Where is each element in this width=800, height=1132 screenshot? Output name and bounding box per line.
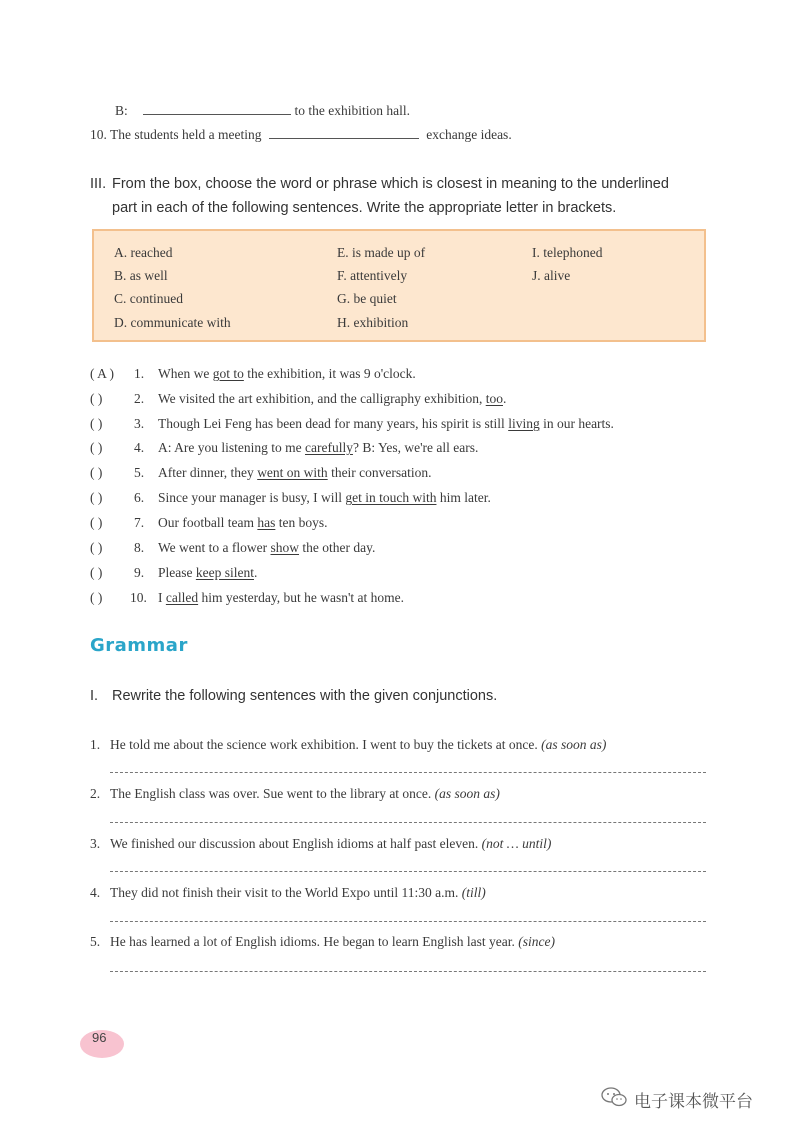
question-text-a: The students held a meeting [110,127,262,142]
item-sentence: They did not finish their visit to the World Expo until 11:30 a.m. (till) [110,885,486,900]
underlined-phrase: carefully [304,440,353,455]
option-e: E. is made up of [337,245,426,260]
item-sentence: The English class was over. Sue went to the library at once. (as soon as) [110,786,500,801]
item-number: 3. [90,836,101,851]
option-c: C. continued [114,291,183,306]
grammar-instruction [90,688,497,704]
item-number: 4. [90,885,101,900]
question-sentence: We went to a flower show the other day. [158,540,376,555]
answer-brackets[interactable]: ( ) [90,565,103,580]
question-number: 3. [134,416,145,431]
underlined-phrase: get in touch with [345,490,437,505]
answer-line[interactable] [110,871,706,872]
underlined-phrase: called [165,590,199,605]
answer-brackets[interactable]: ( A ) [90,366,115,381]
underlined-phrase: living [508,416,540,431]
conjunction-hint: (till) [461,885,486,900]
answer-brackets[interactable]: ( ) [90,416,103,431]
instruction-line-2: part in each of the following sentences. Write the appropriate letter in brackets. [112,200,617,216]
item-sentence: We finished our discussion about English idioms at half past eleven. (not … until) [110,836,552,851]
underlined-phrase: show [270,540,300,555]
question-number: 5. [134,465,145,480]
answer-line[interactable] [110,822,706,823]
question-sentence: Since your manager is busy, I will get in touch with him later. [158,490,491,505]
line-b-label: B: [115,103,128,118]
option-i: I. telephoned [532,245,603,260]
answer-line[interactable] [110,971,706,972]
item-number: 2. [90,786,101,801]
question-10-top [90,126,512,143]
question-number: 6. [134,490,145,505]
item-number: 5. [90,934,101,949]
question-sentence: When we got to the exhibition, it was 9 o'clock. [158,366,416,381]
answer-brackets[interactable]: ( ) [90,465,103,480]
item-number: 1. [90,737,101,752]
underlined-phrase: went on with [257,465,328,480]
question-number: 9. [134,565,145,580]
underlined-phrase: got to [212,366,244,381]
question-sentence: Our football team has ten boys. [158,515,328,530]
answer-brackets[interactable]: ( ) [90,515,103,530]
answer-brackets[interactable]: ( ) [90,391,103,406]
watermark-text: 电子课本微平台 [634,1092,753,1112]
section-number: III. [90,176,107,192]
instruction-text: Rewrite the following sentences with the given conjunctions. [112,688,498,704]
question-text-b: exchange ideas. [426,127,512,142]
section-3-instructions [90,172,669,220]
grammar-heading: Grammar [90,635,188,656]
option-h: H. exhibition [337,315,409,330]
question-number: 7. [134,515,145,530]
page-number: 96 [92,1030,107,1045]
conjunction-hint: (as soon as) [434,786,500,801]
question-number: 1. [134,366,145,381]
option-f: F. attentively [337,268,408,283]
line-b [115,102,410,119]
option-g: G. be quiet [337,291,397,306]
answer-line[interactable] [110,772,706,773]
conjunction-hint: (as soon as) [541,737,607,752]
option-b: B. as well [114,268,168,283]
instruction-number: I. [90,688,99,704]
answer-brackets[interactable]: ( ) [90,590,103,605]
question-number: 2. [134,391,145,406]
question-number: 4. [134,440,145,455]
question-number: 10. [130,590,147,605]
underlined-phrase: has [257,515,276,530]
answer-line[interactable] [110,921,706,922]
wechat-icon [600,1086,628,1113]
answer-blank[interactable] [269,126,419,139]
underlined-phrase: too [485,391,503,406]
answer-blank[interactable] [143,102,291,115]
question-sentence: We visited the art exhibition, and the calligraphy exhibition, too. [158,391,507,406]
option-a: A. reached [114,245,173,260]
question-sentence: Please keep silent. [158,565,258,580]
answer-brackets[interactable]: ( ) [90,490,103,505]
conjunction-hint: (not … until) [481,836,552,851]
item-sentence: He told me about the science work exhibition. I went to buy the tickets at once. (as soon as) [110,737,607,752]
conjunction-hint: (since) [518,934,556,949]
question-sentence: I called him yesterday, but he wasn't at home. [158,590,404,605]
question-number: 10. [90,127,107,142]
question-sentence: After dinner, they went on with their conversation. [158,465,432,480]
option-d: D. communicate with [114,315,231,330]
option-j: J. alive [532,268,571,283]
question-number: 8. [134,540,145,555]
answer-brackets[interactable]: ( ) [90,540,103,555]
answer-brackets[interactable]: ( ) [90,440,103,455]
underlined-phrase: keep silent [195,565,254,580]
options-box [92,229,706,342]
line-b-text: to the exhibition hall. [294,103,410,118]
question-sentence: A: Are you listening to me carefully? B: Yes, we're all ears. [158,440,479,455]
watermark [600,1086,753,1113]
instruction-line-1: From the box, choose the word or phrase which is closest in meaning to the underlined [112,176,669,192]
question-sentence: Though Lei Feng has been dead for many years, his spirit is still living in our hearts. [158,416,614,431]
item-sentence: He has learned a lot of English idioms. He began to learn English last year. (since) [110,934,556,949]
